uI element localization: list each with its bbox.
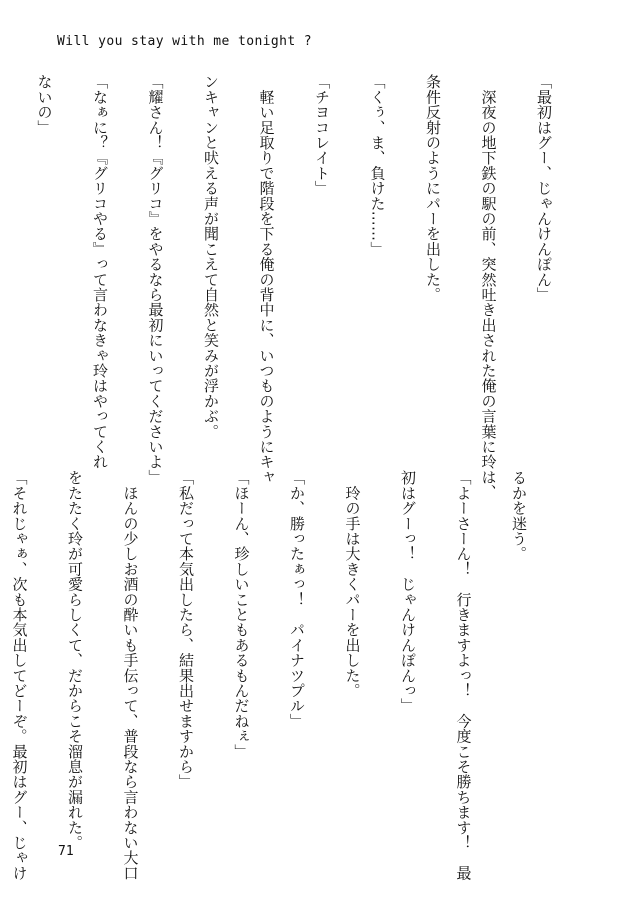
text-line: 条件反射のようにパーを出した。 — [424, 74, 442, 302]
text-line: 玲の手は大きくパーを出した。 — [343, 470, 362, 698]
text-line: 深夜の地下鉄の駅の前、突然吐き出された俺の言葉に玲は、 — [479, 74, 498, 500]
text-line: 「耀さん！『グリコ』をやるなら最初にいってくださいよ」 — [146, 74, 165, 485]
text-line: ないの」 — [35, 74, 54, 135]
text-line: るかを迷う。 — [510, 470, 528, 562]
upper-text-block — [35, 74, 590, 500]
running-header-title: Will you stay with me tonight ? — [57, 34, 313, 49]
text-line: 「それじゃぁ、次も本気出してどーぞ。最初はグー、じゃけ — [10, 470, 29, 881]
text-line: 「チヨコレイト」 — [313, 74, 331, 196]
text-line: 「ほーん、珍しいこともあるもんだねぇ」 — [232, 470, 251, 759]
text-line: 「か、勝ったぁっ！ パイナツプル」 — [288, 470, 306, 729]
text-line: 「よーさーん！ 行きますよっ！ 今度こそ勝ちます！ 最 — [454, 470, 473, 881]
text-line: 「くぅ、ま、負けた……」 — [368, 74, 387, 257]
text-line: をたたく玲が可愛らしくて、だからこそ溜息が漏れた。 — [66, 470, 84, 850]
text-line: 「なぁに？『グリコやる』って言わなきゃ玲はやってくれ — [91, 74, 109, 470]
text-line: 軽い足取りで階段を下る俺の背中に、いつものようにキャ — [257, 74, 276, 485]
text-line: 「私だって本気出したら、結果出せますから」 — [177, 470, 195, 790]
text-line: ンキャンと吠える声が聞こえて自然と笑みが浮かぶ。 — [202, 74, 220, 439]
text-line: 「最初はグー、じゃんけんぽん」 — [535, 74, 553, 302]
text-line: ほんの少しお酒の酔いも手伝って、普段なら言わない大口 — [121, 470, 140, 881]
text-line: 初はグーっ！ じゃんけんぽんっ」 — [399, 470, 417, 714]
page-number: 71 — [58, 844, 74, 859]
